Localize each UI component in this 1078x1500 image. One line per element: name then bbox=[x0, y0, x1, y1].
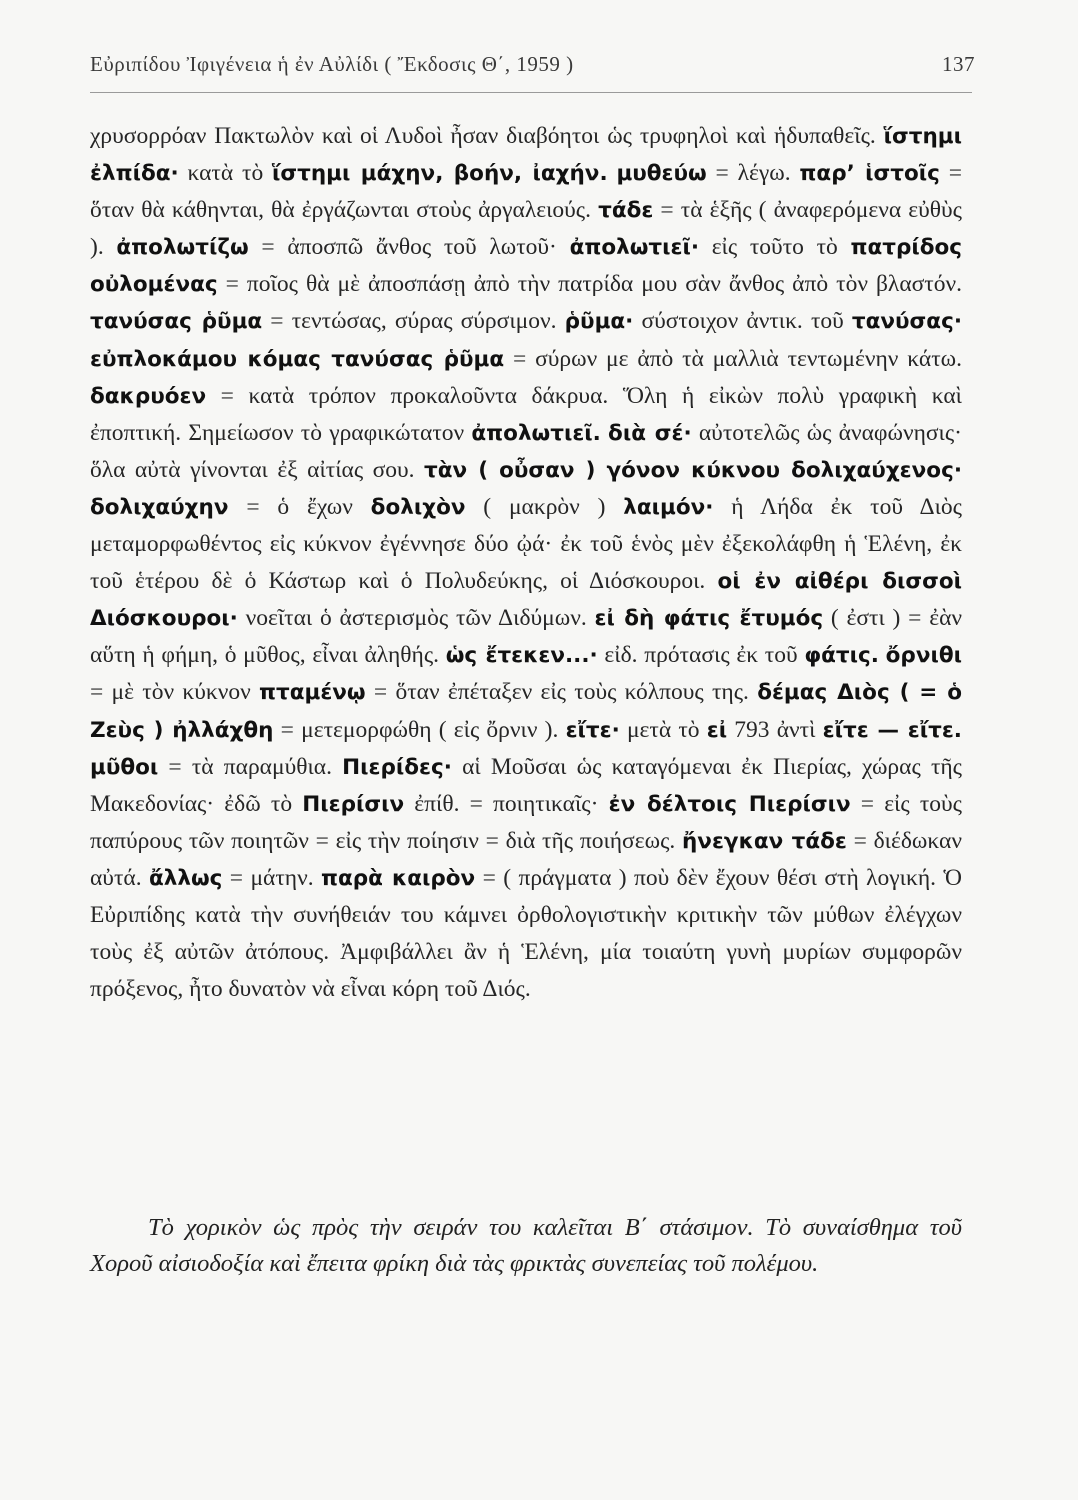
gloss-text: = κατὰ τρόπον προκαλοῦντα δάκρυα. Ὅλη ἡ εἰκὼν πολὺ γραφικὴ καὶ ἐποπτική. Σημείωσον τὸ γραφικώτατον bbox=[90, 382, 962, 446]
gloss-text: αὐτοτελῶς ὡς ἀναφώνησις· ὅλα αὐτὰ γίνονται ἐξ αἰτίας σου. bbox=[90, 419, 962, 483]
lemma-term: εἴτε· bbox=[565, 717, 620, 743]
gloss-text: = διέδωκαν αὐτά. bbox=[90, 827, 962, 891]
lemma-term: μῦθοι bbox=[90, 754, 159, 780]
gloss-text: = ὅταν θὰ κάθηνται, θὰ ἐργάζωνται στοὺς ἀργαλειούς. bbox=[90, 160, 962, 224]
gloss-text: 793 ἀντὶ bbox=[727, 716, 823, 743]
lemma-term: ἀπολωτιεῖ. bbox=[471, 420, 601, 446]
gloss-text bbox=[879, 642, 886, 668]
gloss-text: μετὰ τὸ bbox=[619, 716, 707, 743]
gloss-text: = ( πράγματα ) ποὺ δὲν ἔχουν θέσι στὴ λογική. Ὁ Εὐριπίδης κατὰ τὴν συνήθειάν του κάμνει ὀρθολογιστικὴν κριτικὴν τῶν μύθων ἐλέγχων τοὺς ἐξ αὐτῶν ἀτόπους. Ἀμφιβάλλει ἂν ἡ Ἑλένη, μία τοιαύτη γυνὴ μυρίων συμφορῶν πρόξενος, ἦτο δυνατὸν νὰ εἶναι κόρη τοῦ Διός. bbox=[90, 864, 962, 1003]
lemma-term: παρ’ ἱστοῖς bbox=[799, 161, 940, 187]
lemma-term: τανύσας ῥῦμα bbox=[90, 309, 263, 335]
lemma-term: ὡς ἔτεκεν...· bbox=[445, 643, 598, 669]
lemma-term: ἤνεγκαν τάδε bbox=[682, 828, 847, 854]
gloss-text: εἰδ. πρότασις ἐκ τοῦ bbox=[597, 642, 805, 669]
lemma-term: εἰ δὴ φάτις ἔτυμός bbox=[594, 606, 824, 632]
gloss-text: = ποῖος θὰ μὲ ἀποσπάσῃ ἀπὸ τὴν πατρίδα μου σὰν ἄνθος ἀπὸ τὸν βλαστόν. bbox=[217, 271, 962, 298]
lemma-term: ἵστημι μάχην, βοήν, ἰαχήν. bbox=[272, 161, 608, 187]
lemma-term: λαιμόν· bbox=[623, 494, 714, 520]
lemma-term: διὰ σέ· bbox=[608, 420, 692, 446]
gloss-text bbox=[601, 420, 608, 446]
lemma-term: εἰ bbox=[706, 717, 728, 743]
running-header bbox=[90, 52, 975, 77]
lemma-term: οἱ ἐν αἰθέρι δισσοὶ Διόσκουροι· bbox=[90, 569, 963, 632]
gloss-text: νοεῖται ὁ ἀστερισμὸς τῶν Διδύμων. bbox=[237, 605, 595, 632]
lemma-term: μυθεύω bbox=[616, 161, 707, 187]
running-title: Εὐριπίδου Ἰφιγένεια ἡ ἐν Αὐλίδι ( Ἔκδοσις Θ΄, 1959 ) bbox=[90, 52, 574, 76]
lemma-term: ἀπολωτίζω bbox=[116, 235, 249, 261]
gloss-text: κατὰ τὸ bbox=[178, 160, 273, 187]
lemma-term: ἀπολωτιεῖ· bbox=[569, 235, 700, 261]
gloss-text: σύστοιχον ἀντικ. τοῦ bbox=[633, 308, 852, 335]
lemma-term: δέμας Διὸς ( = ὁ Ζεὺς ) ἠλλάχθη bbox=[90, 680, 962, 743]
gloss-text: χρυσορρόαν Πακτωλὸν καὶ οἱ Λυδοὶ ἦσαν διαβόητοι ὡς τρυφηλοὶ καὶ ἡδυπαθεῖς. bbox=[90, 123, 884, 149]
gloss-text: εἰς τοῦτο τὸ bbox=[699, 234, 851, 261]
lemma-term: Πιερίσιν bbox=[302, 791, 405, 817]
gloss-text: ( μακρὸν ) bbox=[465, 493, 624, 520]
lemma-term: τὰν ( οὖσαν ) γόνον κύκνου δολιχαύχενος· δολιχαύχην bbox=[90, 457, 962, 520]
gloss-text: = ὅταν ἐπέταξεν εἰς τοὺς κόλπους της. bbox=[365, 679, 758, 706]
gloss-text: = μετεμορφώθη ( εἰς ὄρνιν ). bbox=[273, 716, 566, 743]
lemma-term: ἄλλως bbox=[148, 865, 223, 891]
page-number: 137 bbox=[942, 52, 975, 76]
lemma-term: ἐν δέλτοις Πιερίσιν bbox=[608, 791, 851, 817]
lemma-term: τάδε bbox=[598, 198, 654, 224]
lemma-term: ἵστημι ἐλπίδα· bbox=[90, 124, 962, 187]
closing-note: Τὸ χορικὸν ὡς πρὸς τὴν σειράν του καλεῖται Β΄ στάσιμον. Τὸ συναίσθημα τοῦ Χοροῦ αἰσιοδοξία καὶ ἔπειτα φρίκη διὰ τὰς φρικτὰς συνεπείας τοῦ πολέμου. bbox=[90, 1214, 962, 1277]
lemma-term: παρὰ καιρὸν bbox=[321, 865, 476, 891]
gloss-text: ἡ Λήδα ἐκ τοῦ Διὸς μεταμορφωθέντος εἰς κύκνον ἐγέννησε δύο ᾠά· ἐκ τοῦ ἑνὸς μὲν ἐξεκολάφθη ἡ Ἑλένη, ἐκ τοῦ ἑτέρου δὲ ὁ Κάστωρ καὶ ὁ Πολυδεύκης, οἱ Διόσκουροι. bbox=[90, 493, 962, 595]
lemma-term: δακρυόεν bbox=[90, 383, 207, 409]
gloss-text: = σύρων με ἀπὸ τὰ μαλλιὰ τεντωμένην κάτω. bbox=[504, 345, 962, 372]
gloss-text: = λέγω. bbox=[706, 160, 800, 187]
gloss-text: ἐπίθ. = ποιητικαῖς· bbox=[404, 790, 609, 817]
gloss-text: = εἰς τοὺς παπύρους τῶν ποιητῶν = εἰς τὴν ποίησιν = διὰ τῆς ποιήσεως. bbox=[90, 790, 962, 854]
gloss-text: = τεντώσας, σύρας σύρσιμον. bbox=[262, 308, 565, 335]
lemma-term: εἴτε — εἴτε. bbox=[822, 717, 962, 743]
lemma-term: τανύσας· εὐπλοκάμου κόμας τανύσας ῥῦμα bbox=[90, 309, 962, 372]
gloss-text: = μὲ τὸν κύκνον bbox=[90, 679, 259, 706]
gloss-text: = τὰ ἑξῆς ( ἀναφερόμενα εὐθὺς ). bbox=[90, 197, 962, 261]
lemma-term: πατρίδος οὐλομένας bbox=[90, 235, 963, 298]
gloss-text: = ἀποσπῶ ἄνθος τοῦ λωτοῦ· bbox=[248, 234, 570, 261]
header-rule bbox=[90, 92, 972, 93]
gloss-text: = τὰ παραμύθια. bbox=[158, 753, 343, 780]
lemma-term: φάτις. bbox=[804, 643, 879, 669]
lemma-term: δολιχὸν bbox=[370, 494, 466, 520]
gloss-text: = μάτην. bbox=[222, 864, 321, 891]
gloss-text: αἱ Μοῦσαι ὡς καταγόμεναι ἐκ Πιερίας, χώρας τῆς Μακεδονίας· ἐδῶ τὸ bbox=[90, 753, 962, 817]
lemma-term: ὄρνιθι bbox=[885, 643, 962, 669]
commentary-paragraph bbox=[90, 118, 962, 1008]
lemma-term: πταμένῳ bbox=[259, 680, 366, 706]
lemma-term: Πιερίδες· bbox=[342, 754, 452, 780]
gloss-text: = ὁ ἔχων bbox=[228, 493, 371, 520]
gloss-text: ( ἐστι ) = ἐὰν αὕτη ἡ φήμη, ὁ μῦθος, εἶναι ἀληθής. bbox=[90, 605, 963, 669]
lemma-term: ῥῦμα· bbox=[564, 309, 634, 335]
